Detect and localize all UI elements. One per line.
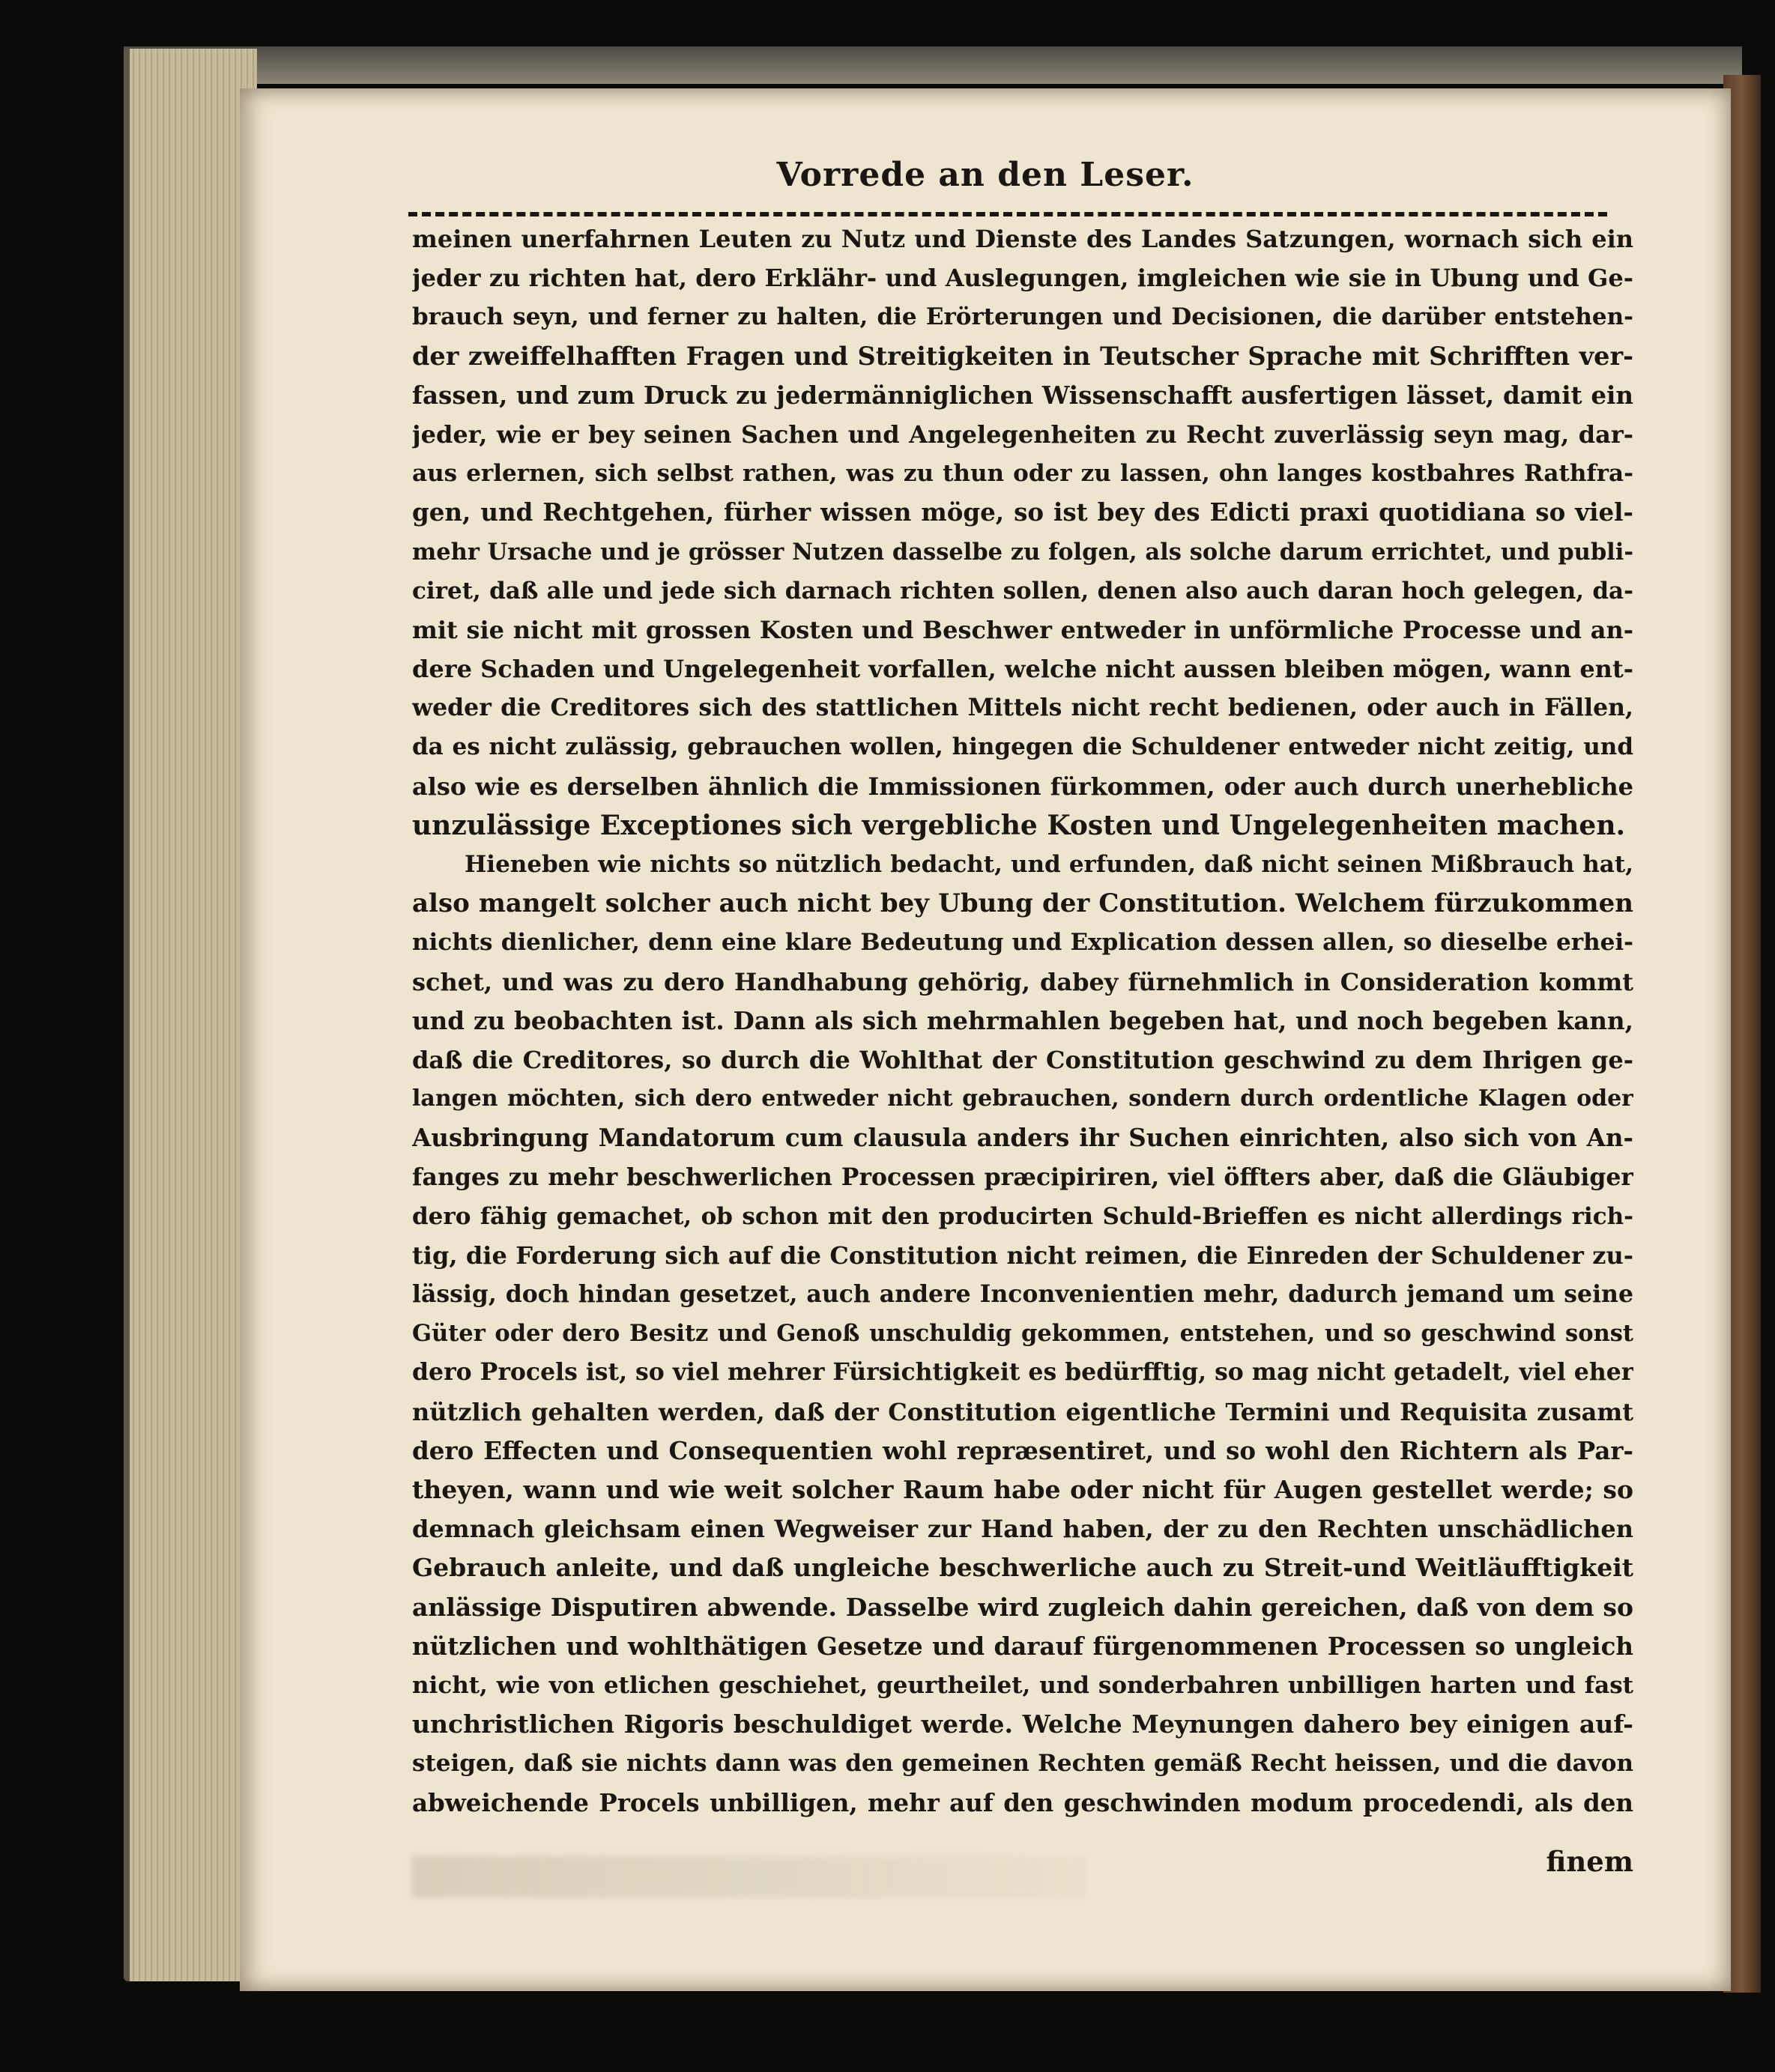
text-line: schet, und was zu dero Handhabung gehörig, dabey fürnehmlich in Consideration kommt	[412, 967, 1633, 996]
text-line: theyen, wann und wie weit solcher Raum habe oder nicht für Augen gestellet werde; so	[412, 1475, 1633, 1504]
text-line: dere Schaden und Ungelegenheit vorfallen, welche nicht aussen bleiben mögen, wann ent-	[412, 655, 1633, 684]
text-line: Gebrauch anleite, und daß ungleiche beschwerliche auch zu Streit-und Weitläufftigkeit	[412, 1553, 1633, 1583]
text-line: Güter oder dero Besitz und Genoß unschuldig gekommen, entstehen, und so geschwind sonst	[412, 1320, 1633, 1348]
text-line: nichts dienlicher, denn eine klare Bedeutung und Explication dessen allen, so dieselbe erhei-	[412, 929, 1633, 957]
text-line: nicht, wie von etlichen geschiehet, geurtheilet, und sonderbahren unbilligen harten und fast	[412, 1671, 1633, 1699]
catchword: finem	[1546, 1845, 1633, 1878]
text-line: nützlich gehalten werden, daß der Constitution eigentliche Termini und Requisita zusamt	[412, 1397, 1633, 1426]
text-line: daß die Creditores, so durch die Wohlthat der Constitution geschwind zu dem Ihrigen ge-	[412, 1045, 1633, 1074]
running-head: Vorrede an den Leser.	[776, 156, 1194, 194]
body-text	[412, 219, 1633, 1823]
text-line: mit sie nicht mit grossen Kosten und Beschwer entweder in unförmliche Processe und an-	[412, 615, 1633, 644]
text-line: brauch seyn, und ferner zu halten, die Erörterungen und Decisionen, die darüber entstehen-	[412, 303, 1633, 331]
text-line: mehr Ursache und je grösser Nutzen dasselbe zu folgen, als solche darum errichtet, und publi-	[412, 538, 1633, 566]
text-line: ciret, daß alle und jede sich darnach richten sollen, denen also auch daran hoch gelegen, da-	[412, 577, 1633, 605]
text-line: unzulässige Exceptiones sich vergebliche Kosten und Ungelegenheiten machen.	[412, 809, 1626, 841]
text-line: Hieneben wie nichts so nützlich bedacht, und erfunden, daß nicht seinen Mißbrauch hat,	[465, 851, 1633, 878]
text-line: jeder zu richten hat, dero Erklähr- und Auslegungen, imgleichen wie sie in Ubung und Ge-	[412, 264, 1633, 293]
text-line: unchristlichen Rigoris beschuldiget werde. Welche Meynungen dahero bey einigen auf-	[412, 1709, 1633, 1739]
text-line: der zweiffelhafften Fragen und Streitigkeiten in Teutscher Sprache mit Schrifften ver-	[412, 341, 1633, 371]
text-line: lässig, doch hindan gesetzet, auch andere Inconvenientien mehr, dadurch jemand um seine	[412, 1280, 1633, 1309]
text-line: Ausbringung Mandatorum cum clausula anders ihr Suchen einrichten, also sich von An-	[412, 1123, 1633, 1153]
text-line: dero Procels ist, so viel mehrer Fürsichtigkeit es bedürfftig, so mag nicht getadelt, viel eher	[412, 1358, 1633, 1387]
text-line: steigen, daß sie nichts dann was den gemeinen Rechten gemäß Recht heissen, und die davon	[412, 1750, 1633, 1778]
page	[240, 88, 1731, 1991]
header-rule	[408, 212, 1607, 216]
text-line: da es nicht zulässig, gebrauchen wollen, hingegen die Schuldener entweder nicht zeitig, und	[412, 733, 1633, 761]
book-cover-top	[124, 46, 1742, 84]
text-line: fassen, und zum Druck zu jedermänniglichen Wissenschafft ausfertigen lässet, damit ein	[412, 380, 1633, 410]
text-line: tig, die Forderung sich auf die Constitution nicht reimen, die Einreden der Schuldener zu-	[412, 1241, 1633, 1270]
text-line: abweichende Procels unbilligen, mehr auf den geschwinden modum procedendi, als den	[412, 1787, 1633, 1817]
bleed-through-smudge	[412, 1856, 1086, 1897]
book-page-edges	[124, 49, 257, 1981]
text-line: jeder, wie er bey seinen Sachen und Angelegenheiten zu Recht zuverlässig seyn mag, dar-	[412, 419, 1633, 449]
text-line: dero Effecten und Consequentien wohl repræsentiret, und so wohl den Richtern als Par-	[412, 1435, 1633, 1465]
text-line: nützlichen und wohlthätigen Gesetze und darauf fürgenommenen Processen so ungleich	[412, 1631, 1633, 1661]
text-line: und zu beobachten ist. Dann als sich mehrmahlen begeben hat, und noch begeben kann,	[412, 1005, 1633, 1035]
text-line: gen, und Rechtgehen, fürher wissen möge, so ist bey des Edicti praxi quotidiana so viel-	[412, 497, 1633, 527]
text-line: weder die Creditores sich des stattlichen Mittels nicht recht bedienen, oder auch in Fällen,	[412, 694, 1633, 722]
text-line: dero fähig gemachet, ob schon mit den producirten Schuld-Brieffen es nicht allerdings rich-	[412, 1202, 1633, 1230]
text-line: meinen unerfahrnen Leuten zu Nutz und Dienste des Landes Satzungen, wornach sich ein	[412, 225, 1633, 253]
text-line: fanges zu mehr beschwerlichen Processen præcipiriren, viel öffters aber, daß die Gläubiger	[412, 1163, 1633, 1191]
text-line: langen möchten, sich dero entweder nicht gebrauchen, sondern durch ordentliche Klagen oder	[412, 1085, 1633, 1112]
text-line: anlässige Disputiren abwende. Dasselbe wird zugleich dahin gereichen, daß von dem so	[412, 1592, 1633, 1622]
text-line: also wie es derselben ähnlich die Immissionen fürkommen, oder auch durch unerhebliche	[412, 772, 1633, 801]
text-line: demnach gleichsam einen Wegweiser zur Hand haben, der zu den Rechten unschädlichen	[412, 1515, 1633, 1544]
text-line: aus erlernen, sich selbst rathen, was zu thun oder zu lassen, ohn langes kostbahres Rathfra-	[412, 460, 1633, 488]
text-line: also mangelt solcher auch nicht bey Ubung der Constitution. Welchem fürzukommen	[412, 888, 1633, 919]
